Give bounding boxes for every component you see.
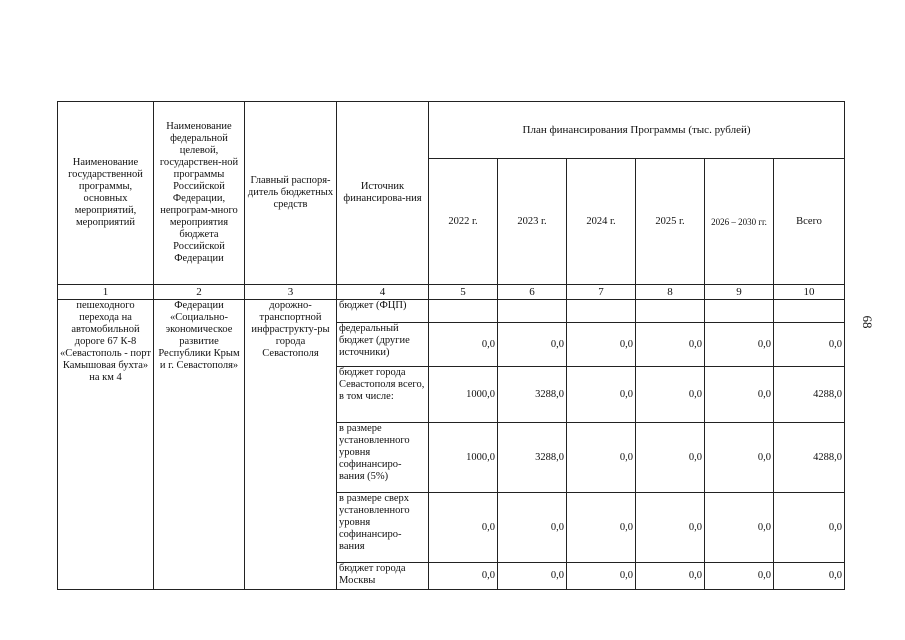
value-cell: 0,0 bbox=[636, 423, 705, 493]
column-number: 4 bbox=[337, 285, 429, 300]
column-number: 6 bbox=[498, 285, 567, 300]
value-cell: 3288,0 bbox=[498, 367, 567, 423]
value-cell: 0,0 bbox=[705, 563, 774, 590]
value-cell: 1000,0 bbox=[429, 423, 498, 493]
value-cell: 0,0 bbox=[429, 493, 498, 563]
value-cell: 4288,0 bbox=[774, 367, 845, 423]
header-year-2026-2030: 2026 – 2030 гг. bbox=[705, 159, 774, 285]
value-cell: 0,0 bbox=[567, 493, 636, 563]
value-cell: 1000,0 bbox=[429, 367, 498, 423]
value-cell bbox=[705, 300, 774, 323]
column-number: 10 bbox=[774, 285, 845, 300]
value-cell: 0,0 bbox=[705, 367, 774, 423]
value-cell bbox=[636, 300, 705, 323]
value-cell: 0,0 bbox=[567, 323, 636, 367]
column-number: 2 bbox=[154, 285, 245, 300]
source-cell: в размере сверх установленного уровня софинансиро-вания bbox=[337, 493, 429, 563]
header-total: Всего bbox=[774, 159, 845, 285]
column-number: 1 bbox=[58, 285, 154, 300]
source-cell: федеральный бюджет (другие источники) bbox=[337, 323, 429, 367]
value-cell: 0,0 bbox=[429, 563, 498, 590]
column-number: 8 bbox=[636, 285, 705, 300]
source-cell: бюджет города Москвы bbox=[337, 563, 429, 590]
column-number: 3 bbox=[245, 285, 337, 300]
source-cell: бюджет города Севастополя всего, в том числе: bbox=[337, 367, 429, 423]
value-cell: 0,0 bbox=[498, 323, 567, 367]
header-year-2022: 2022 г. bbox=[429, 159, 498, 285]
column-number: 5 bbox=[429, 285, 498, 300]
value-cell: 0,0 bbox=[636, 493, 705, 563]
page-number: 68 bbox=[860, 315, 875, 329]
value-cell: 0,0 bbox=[567, 367, 636, 423]
federal-program-cell: Федерации «Социально-экономическое развитие Республики Крым и г. Севастополя» bbox=[154, 300, 245, 590]
value-cell: 0,0 bbox=[429, 323, 498, 367]
value-cell: 0,0 bbox=[567, 423, 636, 493]
value-cell: 0,0 bbox=[498, 563, 567, 590]
program-name-cell: пешеходного перехода на автомобильной дороге 67 К-8 «Севастополь - порт Камышовая бухта» на км 4 bbox=[58, 300, 154, 590]
header-program-name: Наименование государственной программы, основных мероприятий, мероприятий bbox=[58, 102, 154, 285]
value-cell bbox=[567, 300, 636, 323]
header-federal-program: Наименование федеральной целевой, государствен-ной программы Российской Федерации, непрограм-много мероприятия бюджета Российской Федерации bbox=[154, 102, 245, 285]
value-cell bbox=[774, 300, 845, 323]
table-row bbox=[58, 300, 845, 323]
value-cell: 3288,0 bbox=[498, 423, 567, 493]
header-plan: План финансирования Программы (тыс. рублей) bbox=[429, 102, 845, 159]
column-number: 9 bbox=[705, 285, 774, 300]
header-year-2025: 2025 г. bbox=[636, 159, 705, 285]
value-cell: 0,0 bbox=[636, 367, 705, 423]
source-cell: бюджет (ФЦП) bbox=[337, 300, 429, 323]
value-cell: 4288,0 bbox=[774, 423, 845, 493]
value-cell: 0,0 bbox=[774, 493, 845, 563]
value-cell: 0,0 bbox=[705, 493, 774, 563]
value-cell: 0,0 bbox=[636, 563, 705, 590]
source-cell: в размере установленного уровня софинансиро-вания (5%) bbox=[337, 423, 429, 493]
value-cell: 0,0 bbox=[774, 323, 845, 367]
value-cell: 0,0 bbox=[498, 493, 567, 563]
value-cell bbox=[429, 300, 498, 323]
header-year-2024: 2024 г. bbox=[567, 159, 636, 285]
financing-table bbox=[57, 101, 845, 590]
header-source: Источник финансирова-ния bbox=[337, 102, 429, 285]
value-cell: 0,0 bbox=[774, 563, 845, 590]
header-year-2023: 2023 г. bbox=[498, 159, 567, 285]
header-manager: Главный распоря-дитель бюджетных средств bbox=[245, 102, 337, 285]
manager-cell: дорожно-транспортной инфраструкту-ры города Севастополя bbox=[245, 300, 337, 590]
value-cell bbox=[498, 300, 567, 323]
column-number: 7 bbox=[567, 285, 636, 300]
value-cell: 0,0 bbox=[636, 323, 705, 367]
value-cell: 0,0 bbox=[705, 423, 774, 493]
value-cell: 0,0 bbox=[567, 563, 636, 590]
value-cell: 0,0 bbox=[705, 323, 774, 367]
